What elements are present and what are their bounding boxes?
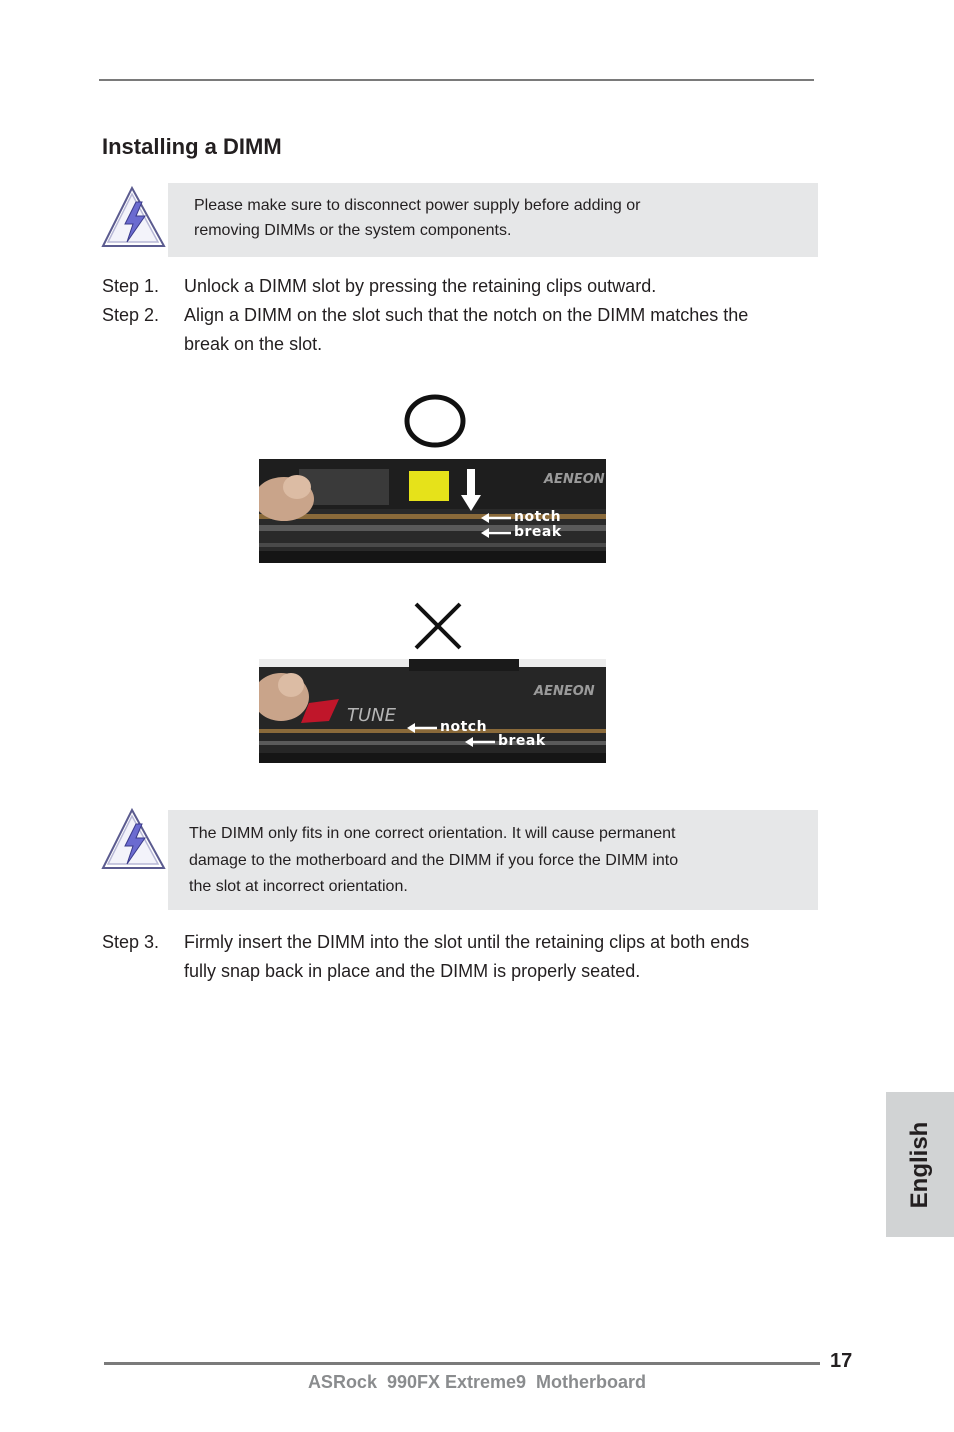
- step-label: Step 3.: [102, 932, 160, 952]
- language-tab-label: English: [906, 1121, 933, 1208]
- step-text: Unlock a DIMM slot by pressing the retaining clips outward.: [184, 276, 657, 296]
- svg-text:AENEON: AENEON: [534, 684, 595, 699]
- language-tab: [886, 1092, 954, 1237]
- page-number: 17: [830, 1350, 853, 1372]
- top-divider: [99, 79, 814, 81]
- warning-icon: [100, 184, 170, 250]
- caution-note-text: Please make sure to disconnect power supply before adding or removing DIMMs or the system components.: [194, 197, 641, 239]
- step-label: Step 1.: [102, 276, 160, 296]
- notch-label: notch: [514, 509, 562, 525]
- svg-text:AENEON: AENEON: [544, 472, 605, 487]
- warning-icon: [100, 806, 170, 872]
- notch-label: notch: [440, 719, 488, 735]
- footer-product-name: ASRock 990FX Extreme9 Motherboard: [307, 1372, 647, 1392]
- cross-wrong-icon: [412, 600, 464, 652]
- break-label: break: [498, 733, 546, 749]
- footer-divider: [104, 1362, 820, 1365]
- orientation-warning-note: [168, 810, 818, 910]
- orientation-warning-text: The DIMM only fits in one correct orientation. It will cause permanent damage to the motherboard and the DIMM if you force the DIMM into the slot at incorrect orientation.: [189, 825, 679, 895]
- step-text: Align a DIMM on the slot such that the notch on the DIMM matches the break on the slot.: [184, 305, 749, 354]
- dimm-correct-photo: [259, 459, 606, 563]
- step-text: Firmly insert the DIMM into the slot until the retaining clips at both ends fully snap back in place and the DIMM is properly seated.: [184, 932, 750, 981]
- dimm-incorrect-photo: [259, 659, 606, 763]
- circle-ok-icon: [403, 393, 467, 449]
- svg-text:TUNE: TUNE: [347, 705, 397, 726]
- section-title: Installing a DIMM: [102, 134, 282, 159]
- step-label: Step 2.: [102, 305, 160, 325]
- caution-note: [168, 183, 818, 257]
- break-label: break: [514, 524, 562, 540]
